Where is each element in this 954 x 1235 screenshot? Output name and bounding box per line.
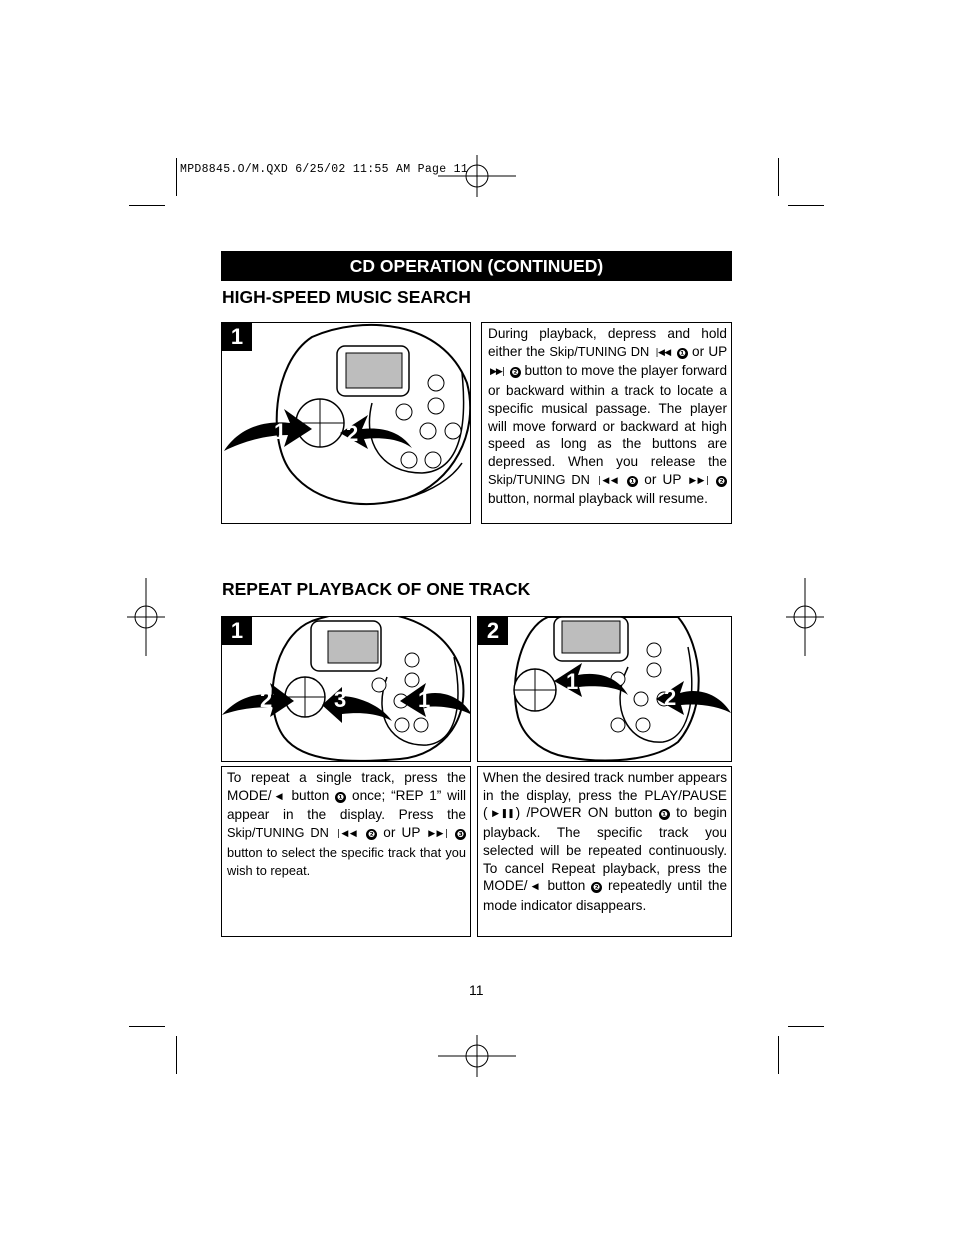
left-arrow-icon: ◀ [273, 791, 284, 802]
crop-mark [788, 205, 824, 206]
registration-mark-right [786, 578, 824, 656]
bullet-one-icon: ❶ [678, 347, 686, 358]
arrow-label: 2 [260, 687, 273, 712]
repeat-step1-instructions: To repeat a single track, press the MODE/ ◀ button ❶ once; “REP 1” will appear in the display. Press the Skip/TUNING DN |◀◀ ❷ or UP ▶▶| ❸ button to select the specific track that you wish to repeat. [221, 766, 471, 937]
search-instructions: During playback, depress and hold either the Skip/TUNING DN |◀◀ ❶ or UP ▶▶| ❷ button to move the player forward or backward within a track to locate a specific musical passage. The player will move forward or backward at high speed as long as the buttons are depressed. When you release the Skip/TUNING DN |◀◀ ❶ or UP ▶▶| ❷ button, normal playback will resume. [481, 322, 732, 524]
bullet-three-icon: ❸ [456, 829, 465, 840]
crop-mark [176, 158, 177, 196]
bullet-one-icon: ❶ [629, 475, 637, 486]
left-arrow-icon: ◀ [529, 882, 540, 893]
bullet-two-icon: ❷ [368, 829, 376, 840]
page-number: 11 [469, 982, 484, 998]
registration-mark-top [438, 155, 516, 197]
skip-back-icon: |◀◀ [598, 475, 619, 486]
crop-mark [788, 1026, 824, 1027]
bullet-two-icon: ❷ [717, 475, 726, 486]
section-title-bar [221, 251, 732, 281]
repeat-step1-illustration [221, 616, 471, 762]
arrow-label: 1 [566, 669, 579, 694]
section-title: CD OPERATION (CONTINUED) [349, 255, 604, 276]
step-badge: 1 [222, 323, 252, 351]
repeat-step2-instructions: When the desired track number appears in the display, press the PLAY/PAUSE ( ▶❚❚ ) /POWER ON button ❶ to begin playback. The specific track you selected will be repeated continuously. To cancel Repeat playback, press the MODE/ ◀ button ❷ repeatedly until the mode indicator disappears. [477, 766, 732, 937]
arrow-label-left: 1 [274, 419, 287, 444]
registration-mark-bottom [438, 1035, 516, 1077]
bullet-two-icon: ❷ [511, 367, 519, 378]
skip-forward-icon: ▶▶| [689, 475, 708, 486]
search-illustration [221, 322, 471, 524]
crop-mark [778, 1036, 779, 1074]
bullet-one-icon: ❶ [660, 809, 668, 820]
play-pause-icon: ▶❚❚ [489, 809, 514, 820]
registration-mark-left [127, 578, 165, 656]
crop-mark [129, 205, 165, 206]
step-badge: 1 [222, 617, 252, 645]
crop-mark [778, 158, 779, 196]
arrow-label: 3 [334, 687, 347, 712]
crop-mark [129, 1026, 165, 1027]
skip-forward-icon: ▶▶| [428, 829, 447, 840]
crop-mark [176, 1036, 177, 1074]
skip-forward-icon: ▶▶| [490, 367, 504, 378]
arrow-label: 1 [418, 687, 431, 712]
bullet-one-icon: ❶ [337, 791, 345, 802]
step-badge: 2 [478, 617, 508, 645]
skip-back-icon: |◀◀ [655, 347, 671, 358]
repeat-step2-illustration [477, 616, 732, 762]
arrow-label: 2 [664, 685, 677, 710]
repeat-playback-heading: REPEAT PLAYBACK OF ONE TRACK [222, 579, 531, 599]
high-speed-search-heading: HIGH-SPEED MUSIC SEARCH [222, 287, 471, 307]
bullet-two-icon: ❷ [593, 882, 601, 893]
skip-back-icon: |◀◀ [337, 829, 358, 840]
print-slug: MPD8845.O/M.QXD 6/25/02 11:55 AM Page 11 [180, 163, 469, 176]
arrow-label-right: 2 [346, 421, 359, 446]
cd-player-drawing [478, 617, 732, 762]
